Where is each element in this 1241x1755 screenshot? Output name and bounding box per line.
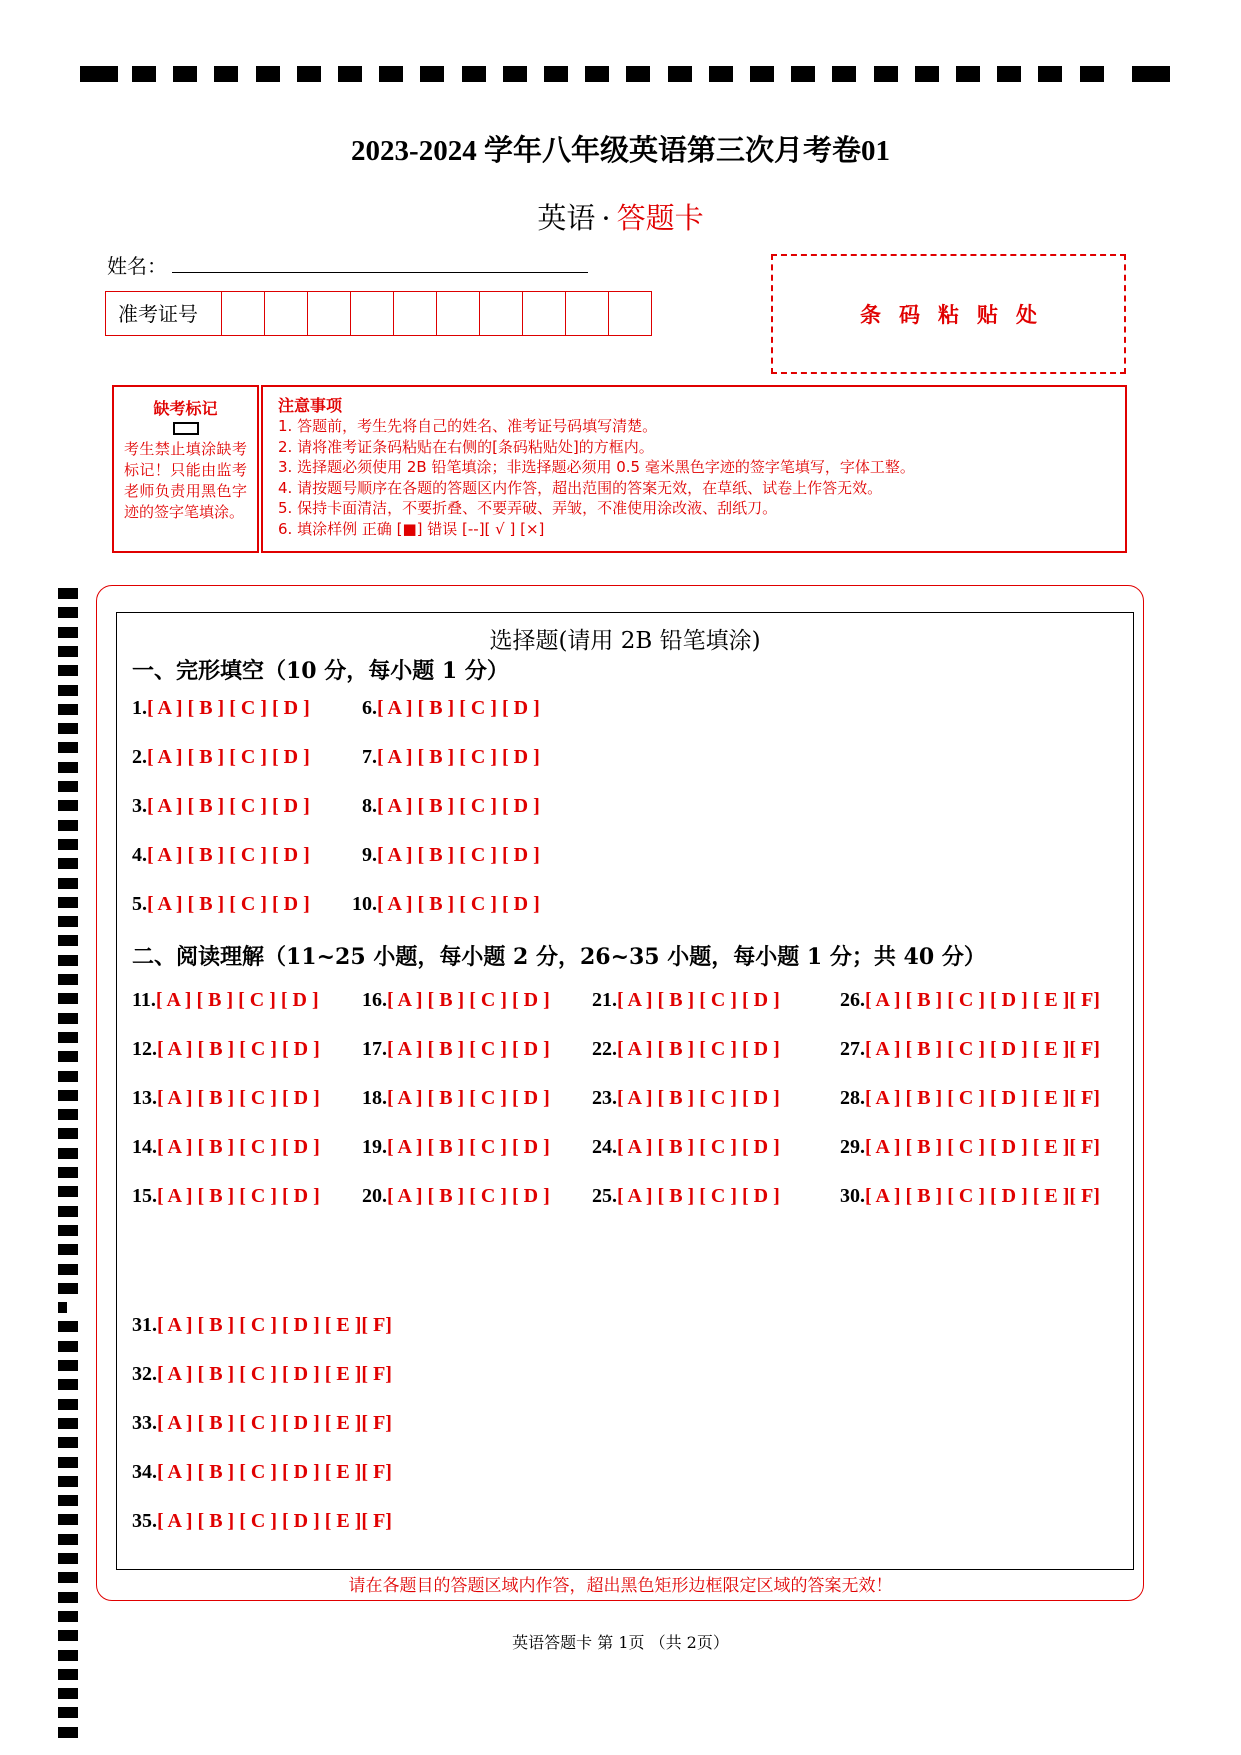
question-row[interactable] (132, 1314, 392, 1337)
question-number: 10. (352, 893, 377, 915)
timing-mark (58, 820, 78, 831)
timing-mark (256, 66, 280, 82)
question-number: 1. (132, 697, 147, 719)
answer-options[interactable]: [ A ] [ B ] [ C ] [ D ] (617, 989, 780, 1011)
absent-mark-text: 考生禁止填涂缺考标记！只能由监考老师负责用黑色字迹的签字笔填涂。 (124, 440, 247, 521)
exam-id-cell[interactable] (308, 292, 351, 335)
exam-id-cell[interactable] (437, 292, 480, 335)
answer-options[interactable]: [ A ] [ B ] [ C ] [ D ] (157, 1087, 320, 1109)
timing-mark (58, 607, 78, 618)
timing-mark (58, 1264, 78, 1275)
answer-options[interactable]: [ A ] [ B ] [ C ] [ D ] (157, 1136, 320, 1158)
barcode-label: 条码粘贴处 (860, 302, 1055, 327)
question-row[interactable] (132, 1087, 320, 1110)
timing-mark (626, 66, 650, 82)
question-number: 31. (132, 1314, 157, 1336)
answer-options[interactable]: [ A ] [ B ] [ C ] [ D ] (157, 1038, 320, 1060)
question-row[interactable] (362, 1136, 550, 1159)
timing-mark (58, 723, 78, 734)
question-row[interactable] (132, 893, 310, 916)
question-number: 22. (592, 1038, 617, 1060)
timing-mark (1132, 66, 1170, 82)
exam-title: 2023-2024 学年八年级英语第三次月考卷01 (351, 135, 890, 167)
question-number: 25. (592, 1185, 617, 1207)
question-row[interactable] (840, 1087, 1100, 1110)
timing-mark (58, 916, 78, 927)
note-item: 6. 填涂样例 正确 [■] 错误 [--][ √ ] [×] (278, 519, 545, 538)
question-number: 15. (132, 1185, 157, 1207)
question-row[interactable] (840, 1136, 1100, 1159)
question-number: 17. (362, 1038, 387, 1060)
timing-mark (58, 665, 78, 676)
timing-mark (338, 66, 362, 82)
choice-header: 选择题(请用 2B 铅笔填涂) (489, 628, 761, 654)
timing-mark (58, 588, 78, 599)
answer-options[interactable]: [ A ] [ B ] [ C ] [ D ] (377, 746, 540, 768)
note-item: 2. 请将准考证条码粘贴在右侧的[条码粘贴处]的方框内。 (278, 437, 654, 456)
timing-mark (58, 1418, 78, 1429)
answer-options[interactable]: [ A ] [ B ] [ C ] [ D ] [ E ][ F] (157, 1412, 392, 1434)
timing-mark (58, 1534, 78, 1545)
timing-mark (58, 781, 78, 792)
question-row[interactable] (132, 746, 310, 769)
question-row[interactable] (840, 1185, 1100, 1208)
timing-mark (956, 66, 980, 82)
timing-mark (709, 66, 733, 82)
timing-mark (58, 1437, 78, 1448)
answer-options[interactable]: [ A ] [ B ] [ C ] [ D ] (377, 795, 540, 817)
timing-mark (132, 66, 156, 82)
separator-dot: · (601, 201, 611, 235)
question-row[interactable] (132, 1461, 392, 1484)
timing-mark (503, 66, 527, 82)
exam-id-cell[interactable] (394, 292, 437, 335)
answer-options[interactable]: [ A ] [ B ] [ C ] [ D ] (147, 697, 310, 719)
question-number: 2. (132, 746, 147, 768)
timing-mark (58, 1379, 78, 1390)
timing-mark (58, 974, 78, 985)
question-row[interactable] (132, 844, 310, 867)
question-number: 33. (132, 1412, 157, 1434)
timing-mark (379, 66, 403, 82)
timing-mark (58, 1495, 78, 1506)
question-number: 34. (132, 1461, 157, 1483)
timing-mark (58, 1244, 78, 1255)
question-row[interactable] (362, 746, 540, 769)
question-row[interactable] (592, 989, 780, 1012)
notes-box (261, 385, 1127, 553)
answer-options[interactable]: [ A ] [ B ] [ C ] [ D ] [ E ][ F] (157, 1363, 392, 1385)
answer-options[interactable]: [ A ] [ B ] [ C ] [ D ] (387, 989, 550, 1011)
question-number: 16. (362, 989, 387, 1011)
timing-mark (58, 627, 78, 638)
timing-mark (58, 1302, 67, 1313)
exam-id-cell[interactable] (351, 292, 394, 335)
question-row[interactable] (362, 1185, 550, 1208)
section1-title: 一、完形填空（10 分，每小题 1 分） (132, 658, 509, 684)
question-row[interactable] (362, 989, 550, 1012)
exam-id-label: 准考证号 (106, 292, 222, 335)
question-number: 9. (362, 844, 377, 866)
answer-options[interactable]: [ A ] [ B ] [ C ] [ D ] (617, 1136, 780, 1158)
timing-mark (791, 66, 815, 82)
subject-label: 英语 (537, 201, 596, 235)
timing-mark (58, 1071, 78, 1082)
timing-mark (462, 66, 486, 82)
timing-mark (58, 1148, 78, 1159)
question-row[interactable] (132, 989, 319, 1012)
timing-mark (58, 1611, 78, 1622)
timing-mark (58, 1109, 78, 1120)
exam-id-cell[interactable] (566, 292, 609, 335)
question-row[interactable] (352, 893, 540, 916)
timing-mark (58, 1186, 78, 1197)
question-number: 14. (132, 1136, 157, 1158)
note-item: 1. 答题前，考生先将自己的姓名、准考证号码填写清楚。 (278, 417, 658, 435)
question-number: 23. (592, 1087, 617, 1109)
answer-options[interactable]: [ A ] [ B ] [ C ] [ D ] (147, 893, 310, 915)
question-number: 27. (840, 1038, 865, 1060)
question-number: 11. (132, 989, 156, 1011)
question-number: 30. (840, 1185, 865, 1207)
timing-mark (915, 66, 939, 82)
question-number: 19. (362, 1136, 387, 1158)
timing-mark (173, 66, 197, 82)
question-row[interactable] (132, 1136, 320, 1159)
timing-mark (58, 1283, 78, 1294)
timing-mark (58, 646, 78, 657)
question-number: 26. (840, 989, 865, 1011)
answer-options[interactable]: [ A ] [ B ] [ C ] [ D ] (147, 795, 310, 817)
timing-mark (832, 66, 856, 82)
question-row[interactable] (840, 989, 1100, 1012)
absent-mark-box (112, 385, 259, 553)
answer-options[interactable]: [ A ] [ B ] [ C ] [ D ] (617, 1185, 780, 1207)
timing-mark (58, 1051, 78, 1062)
timing-mark (80, 66, 118, 82)
answer-options[interactable]: [ A ] [ B ] [ C ] [ D ] (377, 844, 540, 866)
timing-mark (58, 1514, 78, 1525)
timing-mark (58, 1553, 78, 1564)
question-row[interactable] (840, 1038, 1100, 1061)
timing-mark (58, 1341, 78, 1352)
question-row[interactable] (132, 1412, 392, 1435)
question-row[interactable] (592, 1185, 780, 1208)
question-row[interactable] (132, 697, 310, 720)
card-subtitle (0, 196, 1241, 237)
answer-options[interactable]: [ A ] [ B ] [ C ] [ D ] (617, 1038, 780, 1060)
question-number: 18. (362, 1087, 387, 1109)
answer-options[interactable]: [ A ] [ B ] [ C ] [ D ] (387, 1136, 550, 1158)
timing-mark (58, 1167, 78, 1178)
note-item: 4. 请按题号顺序在各题的答题区内作答，超出范围的答案无效，在草纸、试卷上作答无效。 (278, 478, 883, 497)
timing-mark (1080, 66, 1104, 82)
timing-mark (58, 858, 78, 869)
answer-options[interactable]: [ A ] [ B ] [ C ] [ D ] (387, 1087, 550, 1109)
answer-options[interactable]: [ A ] [ B ] [ C ] [ D ] (387, 1038, 550, 1060)
timing-mark (58, 704, 78, 715)
question-number: 24. (592, 1136, 617, 1158)
timing-mark (668, 66, 692, 82)
question-number: 21. (592, 989, 617, 1011)
answer-options[interactable]: [ A ] [ B ] [ C ] [ D ] [ E ][ F] (865, 1038, 1100, 1060)
question-row[interactable] (132, 1038, 320, 1061)
timing-mark (1038, 66, 1062, 82)
name-label: 姓名： (107, 254, 167, 278)
timing-mark (58, 1225, 78, 1236)
question-row[interactable] (362, 844, 540, 867)
question-row[interactable] (132, 1185, 320, 1208)
exam-id-box (105, 291, 652, 336)
answer-options[interactable]: [ A ] [ B ] [ C ] [ D ] (617, 1087, 780, 1109)
note-item: 3. 选择题必须使用 2B 铅笔填涂；非选择题必须用 0.5 毫米黑色字迹的签字笔填写，字体工整。 (278, 458, 915, 476)
timing-mark (58, 1013, 78, 1024)
footer-warning: 请在各题目的答题区域内作答，超出黑色矩形边框限定区域的答案无效！ (348, 1576, 893, 1596)
absent-mark-bubble[interactable] (173, 422, 199, 435)
question-number: 8. (362, 795, 377, 817)
question-row[interactable] (362, 795, 540, 818)
question-number: 3. (132, 795, 147, 817)
question-row[interactable] (132, 795, 310, 818)
answer-options[interactable]: [ A ] [ B ] [ C ] [ D ] (157, 1185, 320, 1207)
timing-mark (58, 1707, 78, 1718)
timing-mark (58, 1669, 78, 1680)
question-number: 13. (132, 1087, 157, 1109)
question-row[interactable] (132, 1363, 392, 1386)
question-number: 5. (132, 893, 147, 915)
question-number: 4. (132, 844, 147, 866)
timing-mark (58, 1090, 78, 1101)
timing-mark (214, 66, 238, 82)
timing-mark (58, 762, 78, 773)
timing-mark (58, 1399, 78, 1410)
question-row[interactable] (132, 1510, 392, 1533)
timing-mark (58, 1206, 78, 1217)
answer-options[interactable]: [ A ] [ B ] [ C ] [ D ] [ E ][ F] (865, 1136, 1100, 1158)
question-number: 12. (132, 1038, 157, 1060)
timing-mark (58, 1727, 78, 1738)
timing-mark (750, 66, 774, 82)
timing-mark (297, 66, 321, 82)
timing-mark (58, 878, 78, 889)
question-row[interactable] (592, 1087, 780, 1110)
timing-mark (58, 1360, 78, 1371)
timing-mark (58, 800, 78, 811)
answer-options[interactable]: [ A ] [ B ] [ C ] [ D ] [ E ][ F] (865, 989, 1100, 1011)
question-row[interactable] (362, 697, 540, 720)
timing-mark (58, 993, 78, 1004)
question-row[interactable] (592, 1136, 780, 1159)
absent-mark-title: 缺考标记 (153, 399, 218, 418)
answer-options[interactable]: [ A ] [ B ] [ C ] [ D ] [ E ][ F] (865, 1185, 1100, 1207)
timing-mark (58, 1457, 78, 1468)
question-number: 7. (362, 746, 377, 768)
question-number: 20. (362, 1185, 387, 1207)
timing-mark (58, 839, 78, 850)
timing-mark (997, 66, 1021, 82)
name-field[interactable] (172, 272, 588, 273)
exam-id-cell[interactable] (480, 292, 523, 335)
question-number: 32. (132, 1363, 157, 1385)
exam-id-cell[interactable] (265, 292, 308, 335)
answer-options[interactable]: [ A ] [ B ] [ C ] [ D ] (377, 697, 540, 719)
card-name-label: 答题卡 (616, 201, 704, 235)
question-row[interactable] (362, 1087, 550, 1110)
timing-mark (58, 1032, 78, 1043)
timing-mark (544, 66, 568, 82)
question-number: 6. (362, 697, 377, 719)
question-number: 28. (840, 1087, 865, 1109)
timing-mark (58, 897, 78, 908)
answer-options[interactable]: [ A ] [ B ] [ C ] [ D ] (387, 1185, 550, 1207)
top-timing-marks (80, 66, 1170, 88)
answer-options[interactable]: [ A ] [ B ] [ C ] [ D ] (147, 844, 310, 866)
timing-mark (58, 1688, 78, 1699)
exam-id-cell[interactable] (222, 292, 265, 335)
timing-mark (58, 1128, 78, 1139)
answer-options[interactable]: [ A ] [ B ] [ C ] [ D ] (155, 989, 319, 1011)
timing-mark (585, 66, 609, 82)
timing-mark (58, 1321, 78, 1332)
timing-mark (420, 66, 444, 82)
exam-id-cell[interactable] (523, 292, 566, 335)
answer-options[interactable]: [ A ] [ B ] [ C ] [ D ] (377, 893, 540, 915)
answer-options[interactable]: [ A ] [ B ] [ C ] [ D ] [ E ][ F] (157, 1314, 392, 1336)
answer-options[interactable]: [ A ] [ B ] [ C ] [ D ] [ E ][ F] (865, 1087, 1100, 1109)
question-row[interactable] (592, 1038, 780, 1061)
timing-mark (58, 1476, 78, 1487)
answer-options[interactable]: [ A ] [ B ] [ C ] [ D ] [ E ][ F] (157, 1461, 392, 1483)
note-item: 5. 保持卡面清洁，不要折叠、不要弄破、弄皱，不准使用涂改液、刮纸刀。 (278, 499, 778, 517)
timing-mark (874, 66, 898, 82)
exam-id-cell[interactable] (609, 292, 651, 335)
barcode-area (771, 254, 1126, 374)
page-footer: 英语答题卡 第 1页 （共 2页） (512, 1633, 729, 1652)
timing-mark (58, 935, 78, 946)
section2-title: 二、阅读理解（11~25 小题，每小题 2 分，26~35 小题，每小题 1 分；共 40 分） (132, 944, 986, 970)
notes-title: 注意事项 (278, 396, 343, 415)
answer-options[interactable]: [ A ] [ B ] [ C ] [ D ] [ E ][ F] (157, 1510, 392, 1532)
timing-mark (58, 685, 78, 696)
answer-options[interactable]: [ A ] [ B ] [ C ] [ D ] (147, 746, 310, 768)
question-number: 29. (840, 1136, 865, 1158)
question-number: 35. (132, 1510, 157, 1532)
timing-mark (58, 742, 78, 753)
timing-mark (58, 955, 78, 966)
question-row[interactable] (362, 1038, 550, 1061)
